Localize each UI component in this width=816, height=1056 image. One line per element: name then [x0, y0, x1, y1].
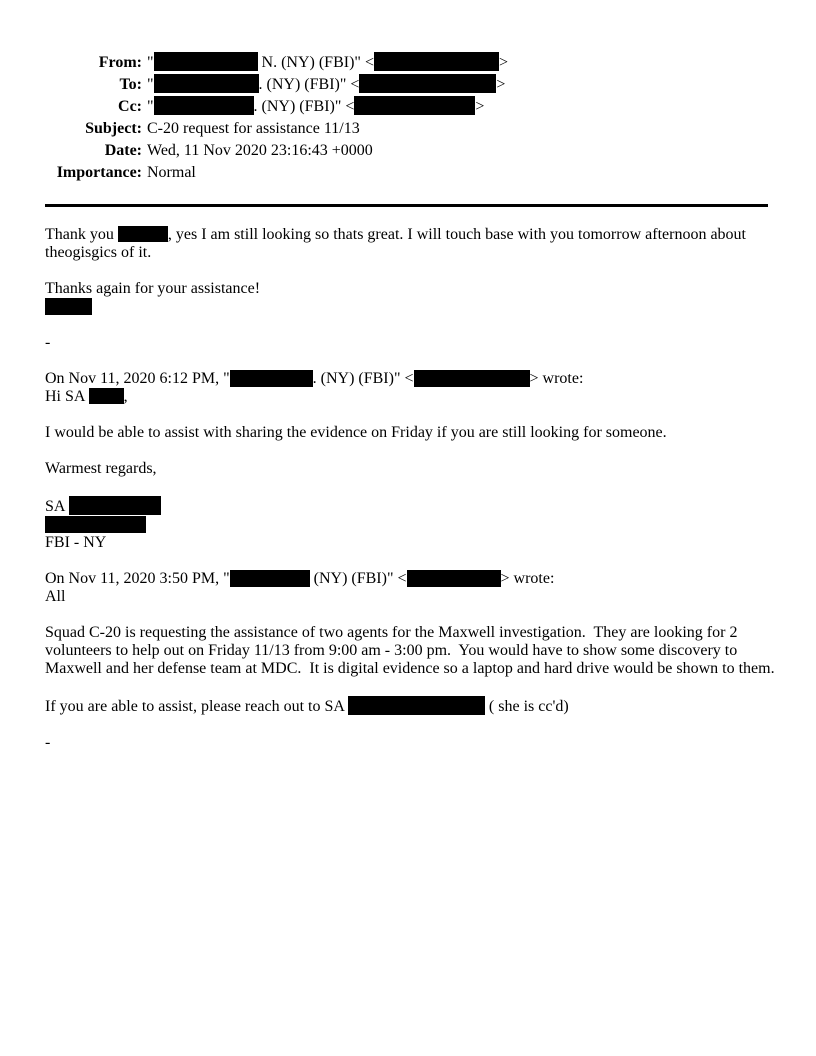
- thanks-text: Thanks again for your assistance!: [45, 280, 261, 297]
- quoted-reply-header-1: [45, 370, 775, 406]
- greeting-text-pre: Hi SA: [45, 388, 89, 405]
- quoted-reply-header-2: [45, 570, 775, 606]
- quote1-text-pre: On Nov 11, 2020 6:12 PM, ": [45, 370, 230, 387]
- redaction-bar: [154, 74, 259, 93]
- quote1-text-mid: . (NY) (FBI)" <: [312, 370, 414, 387]
- redaction-bar: [154, 52, 258, 71]
- header-row-date: [45, 140, 775, 162]
- redaction-bar: [348, 696, 485, 715]
- redaction-bar: [118, 226, 168, 242]
- signature-org-text: FBI - NY: [45, 534, 107, 551]
- redaction-bar: [354, 96, 475, 115]
- cc-value: [147, 98, 484, 115]
- cc-open-quote: ": [147, 98, 154, 115]
- from-value: [147, 54, 508, 71]
- paragraph-thank-you: [45, 226, 775, 262]
- redaction-bar: [45, 516, 146, 533]
- importance-label: Importance:: [56, 164, 142, 181]
- thank-you-text-pre: Thank you: [45, 226, 118, 243]
- redaction-bar: [89, 388, 124, 404]
- to-display-suffix: . (NY) (FBI)" <: [258, 76, 360, 93]
- date-value: Wed, 11 Nov 2020 23:16:43 +0000: [147, 142, 373, 159]
- email-header: [45, 52, 775, 184]
- paragraph-squad-request: [45, 624, 775, 678]
- date-label: Date:: [104, 142, 142, 159]
- redaction-bar: [374, 52, 499, 71]
- signature-block: [45, 496, 775, 552]
- redaction-bar: [154, 96, 254, 115]
- quote2-text-post: > wrote:: [500, 570, 555, 587]
- from-display-suffix: N. (NY) (FBI)" <: [257, 54, 374, 71]
- redaction-bar: [359, 74, 496, 93]
- from-close-bracket: >: [498, 54, 508, 71]
- paragraph-regards: [45, 460, 775, 478]
- paragraph-thanks-signature: [45, 280, 775, 316]
- to-label: To:: [119, 76, 142, 93]
- cc-label: Cc:: [118, 98, 142, 115]
- paragraph-assist: [45, 696, 775, 716]
- squad-request-text: Squad C-20 is requesting the assistance of two agents for the Maxwell investigation. They are looking for 2 volunteers to help out on Friday 11/13 from 9:00 am - 3:00 pm. You would have to show some discovery to Maxwell and her defense team at MDC. It is digital evidence so a laptop and hard drive would be shown to them.: [45, 624, 775, 677]
- to-value: [147, 76, 505, 93]
- redaction-bar: [45, 298, 92, 315]
- paragraph-offer: [45, 424, 775, 442]
- paragraph-dash-1: [45, 334, 775, 352]
- header-row-to: [45, 74, 775, 96]
- redaction-bar: [407, 570, 501, 587]
- redaction-bar: [230, 570, 310, 587]
- header-row-from: [45, 52, 775, 74]
- subject-value: C-20 request for assistance 11/13: [147, 120, 360, 137]
- email-body: [45, 226, 775, 752]
- quote2-text-pre: On Nov 11, 2020 3:50 PM, ": [45, 570, 230, 587]
- dash-text: -: [45, 734, 51, 751]
- assist-text-pre: If you are able to assist, please reach out to SA: [45, 698, 345, 715]
- quote2-text-mid: (NY) (FBI)" <: [309, 570, 407, 587]
- header-row-cc: [45, 96, 775, 118]
- regards-text: Warmest regards,: [45, 460, 157, 477]
- redaction-bar: [230, 370, 313, 387]
- horizontal-rule: [45, 204, 768, 207]
- signature-sa-text: SA: [45, 498, 69, 515]
- salutation-text: All: [45, 588, 66, 605]
- header-row-subject: [45, 118, 775, 140]
- offer-text: I would be able to assist with sharing the evidence on Friday if you are still looking for someone.: [45, 424, 667, 441]
- from-open-quote: ": [147, 54, 154, 71]
- dash-text: -: [45, 334, 51, 351]
- header-row-importance: [45, 162, 775, 184]
- redaction-bar: [69, 496, 161, 515]
- thank-you-text-post: , yes I am still looking so thats great. I will touch base with you tomorrow afternoon about theogisgics of it.: [45, 226, 750, 261]
- quote1-text-post: > wrote:: [529, 370, 584, 387]
- to-open-quote: ": [147, 76, 154, 93]
- from-label: From:: [98, 54, 142, 71]
- importance-value: Normal: [147, 164, 196, 181]
- assist-text-post: ( she is cc'd): [484, 698, 569, 715]
- to-close-bracket: >: [496, 76, 506, 93]
- paragraph-dash-2: [45, 734, 775, 752]
- redaction-bar: [414, 370, 530, 387]
- subject-label: Subject:: [85, 120, 142, 137]
- cc-display-suffix: . (NY) (FBI)" <: [253, 98, 355, 115]
- greeting-text-post: ,: [123, 388, 128, 405]
- cc-close-bracket: >: [475, 98, 485, 115]
